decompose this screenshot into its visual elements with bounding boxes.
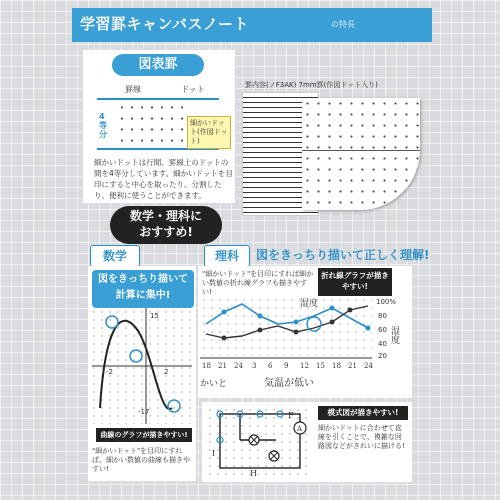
axis-label-2: 2 [164,368,169,376]
math-curve-label: 曲線のグラフが描きやすい! [96,428,192,442]
circuit-callout: 模式図が描きやすい! [318,406,408,420]
recommend-line2: おすすめ! [139,225,193,239]
svg-text:9: 9 [284,362,289,370]
header-title: 学習罫キャンバスノート [80,15,250,33]
circuit-caption: 細かいドットに合わせて直線を引くことで、複雑な回路図などがきれいに描ける! [318,424,405,450]
svg-text:15: 15 [316,362,325,370]
hand-label-right: 湿度 [389,326,399,344]
small-dot-callout: 細かいドット(作図ドット) [187,116,231,149]
svg-text:80: 80 [378,312,387,320]
recommend-pill [110,206,222,244]
circuit-label-f: F [288,411,294,420]
svg-text:20: 20 [378,352,387,360]
hand-label-side: かいと [200,379,228,389]
small-dots [117,102,189,146]
svg-text:21: 21 [218,362,227,370]
science-graph [200,296,410,396]
svg-text:3: 3 [252,362,257,370]
hand-label-top: 湿度 [300,299,319,309]
circuit-label-i: I [212,449,216,458]
svg-text:60: 60 [378,326,387,334]
science-headline: 図をきっちり描いて正しく理解! [256,248,430,262]
notebook-dot-page [302,98,420,210]
math-caption: "細かいドット"を目印にすれば、細かい数値の曲線も描きやすい! [92,447,190,473]
circuit-diagram [206,406,310,478]
svg-text:24: 24 [234,362,243,370]
math-headline-line1: 図をきっちり描いて [98,274,188,285]
svg-text:21: 21 [348,362,357,370]
recommend-line1: 数学・理科に [129,209,202,223]
science-tab: 理科 [204,245,250,267]
axis-label-neg2: -2 [106,368,113,376]
svg-text:40: 40 [378,340,387,348]
hand-label-bottom: 気温が低い [264,378,314,389]
quarter-label: 4等分 [99,112,107,139]
header-subtitle: の特長 [331,20,355,29]
notebook-caption: 罫内容(ノF3AK) 7mm罫(作図ドット入り) [245,81,378,89]
svg-text:100%: 100% [376,298,397,306]
svg-text:18: 18 [332,362,341,370]
science-caption: "細かいドット"を目印にすれば細かい数値の折れ線グラフも描きやすい! [202,270,314,296]
math-graph [90,308,194,424]
math-headline [92,270,194,308]
dot-label: ドット [181,85,205,94]
ruled-line-top [97,98,219,100]
axis-label-neg17: -17 [138,408,150,416]
svg-text:18: 18 [202,362,211,370]
x-tick-labels [202,362,373,370]
science-graph-callout: 折れ線グラフが描きやすい! [318,268,392,296]
zukei-label: 図表罫 [112,54,204,76]
ruled-label: 罫線 [125,85,141,94]
svg-text:12: 12 [300,362,309,370]
axis-label-15: 15 [150,312,159,320]
svg-text:24: 24 [364,362,373,370]
math-headline-line2: 計算に集中! [115,290,171,301]
circuit-label-h: H [250,469,257,478]
zukei-description: 細かいドットは行間、罫線上のドットの間を4等分しています。細かいドットを目印にすると中心を取ったり、分割したり、便利に使うことができます。 [94,158,233,200]
circuit-label-a: A [297,425,303,433]
svg-text:6: 6 [268,362,273,370]
math-tab: 数学 [90,245,140,267]
ruled-diagram [97,85,228,153]
